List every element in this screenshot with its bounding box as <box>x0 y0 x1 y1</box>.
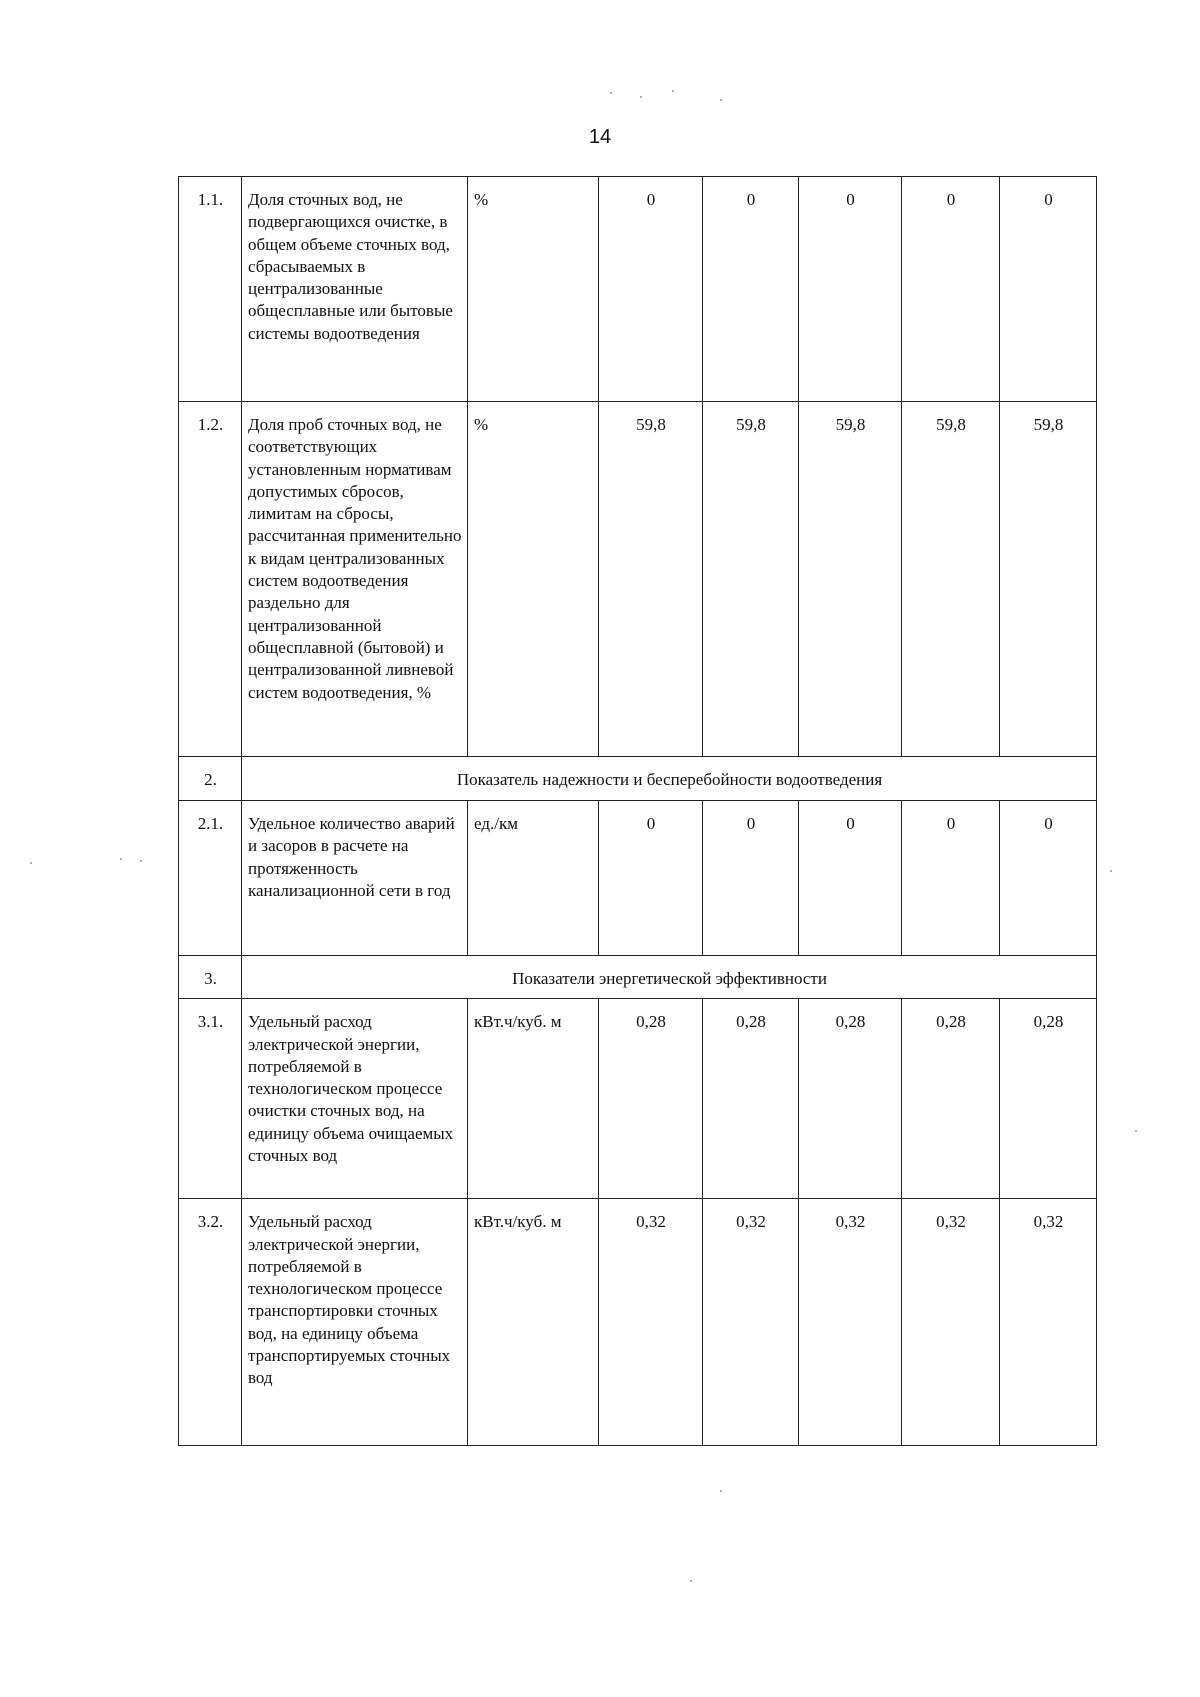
row-number: 1.1. <box>179 177 242 402</box>
value-cell: 0 <box>902 177 1000 402</box>
value-cell: 0 <box>902 801 1000 956</box>
row-number: 2.1. <box>179 801 242 956</box>
value-cell: 0,28 <box>599 999 703 1199</box>
section-number: 2. <box>179 757 242 801</box>
value-cell: 0,32 <box>1000 1199 1097 1446</box>
value-cell: 0,32 <box>902 1199 1000 1446</box>
indicator-name: Доля проб сточных вод, не соответствующих установленным нормативам допустимых сбросов, лимитам на сбросы, рассчитанная применительно к видам централизованных систем водоотведения раздельно для централизованной общесплавной (бытовой) и централизованной ливневой систем водоотведения, % <box>242 402 468 757</box>
value-cell: 0 <box>599 177 703 402</box>
value-cell: 59,8 <box>902 402 1000 757</box>
value-cell: 0 <box>799 177 902 402</box>
value-cell: 0 <box>703 801 799 956</box>
indicator-name: Удельное количество аварий и засоров в расчете на протяженность канализационной сети в год <box>242 801 468 956</box>
value-cell: 0,28 <box>902 999 1000 1199</box>
value-cell: 0 <box>799 801 902 956</box>
value-cell: 59,8 <box>1000 402 1097 757</box>
section-title: Показатели энергетической эффективности <box>242 956 1097 999</box>
section-number: 3. <box>179 956 242 999</box>
unit-cell: % <box>468 402 599 757</box>
row-number: 1.2. <box>179 402 242 757</box>
value-cell: 59,8 <box>599 402 703 757</box>
table-row <box>179 1199 1097 1446</box>
indicator-name: Доля сточных вод, не подвергающихся очистке, в общем объеме сточных вод, сбрасываемых в централизованные общесплавные или бытовые системы водоотведения <box>242 177 468 402</box>
indicator-name: Удельный расход электрической энергии, потребляемой в технологическом процессе очистки сточных вод, на единицу объема очищаемых сточных вод <box>242 999 468 1199</box>
section-row <box>179 757 1097 801</box>
unit-cell: % <box>468 177 599 402</box>
table-row <box>179 801 1097 956</box>
section-row <box>179 956 1097 999</box>
value-cell: 0,32 <box>799 1199 902 1446</box>
value-cell: 59,8 <box>703 402 799 757</box>
table-row <box>179 177 1097 402</box>
indicator-name: Удельный расход электрической энергии, потребляемой в технологическом процессе транспортировки сточных вод, на единицу объема транспортируемых сточных вод <box>242 1199 468 1446</box>
unit-cell: кВт.ч/куб. м <box>468 999 599 1199</box>
value-cell: 0,28 <box>703 999 799 1199</box>
value-cell: 0 <box>1000 801 1097 956</box>
table-row <box>179 402 1097 757</box>
value-cell: 59,8 <box>799 402 902 757</box>
value-cell: 0 <box>703 177 799 402</box>
indicators-table <box>178 176 1097 1446</box>
value-cell: 0 <box>1000 177 1097 402</box>
value-cell: 0,32 <box>599 1199 703 1446</box>
unit-cell: кВт.ч/куб. м <box>468 1199 599 1446</box>
row-number: 3.2. <box>179 1199 242 1446</box>
row-number: 3.1. <box>179 999 242 1199</box>
value-cell: 0,28 <box>799 999 902 1199</box>
section-title: Показатель надежности и бесперебойности водоотведения <box>242 757 1097 801</box>
page-number: 14 <box>588 126 612 148</box>
table-row <box>179 999 1097 1199</box>
value-cell: 0 <box>599 801 703 956</box>
value-cell: 0,32 <box>703 1199 799 1446</box>
unit-cell: ед./км <box>468 801 599 956</box>
value-cell: 0,28 <box>1000 999 1097 1199</box>
